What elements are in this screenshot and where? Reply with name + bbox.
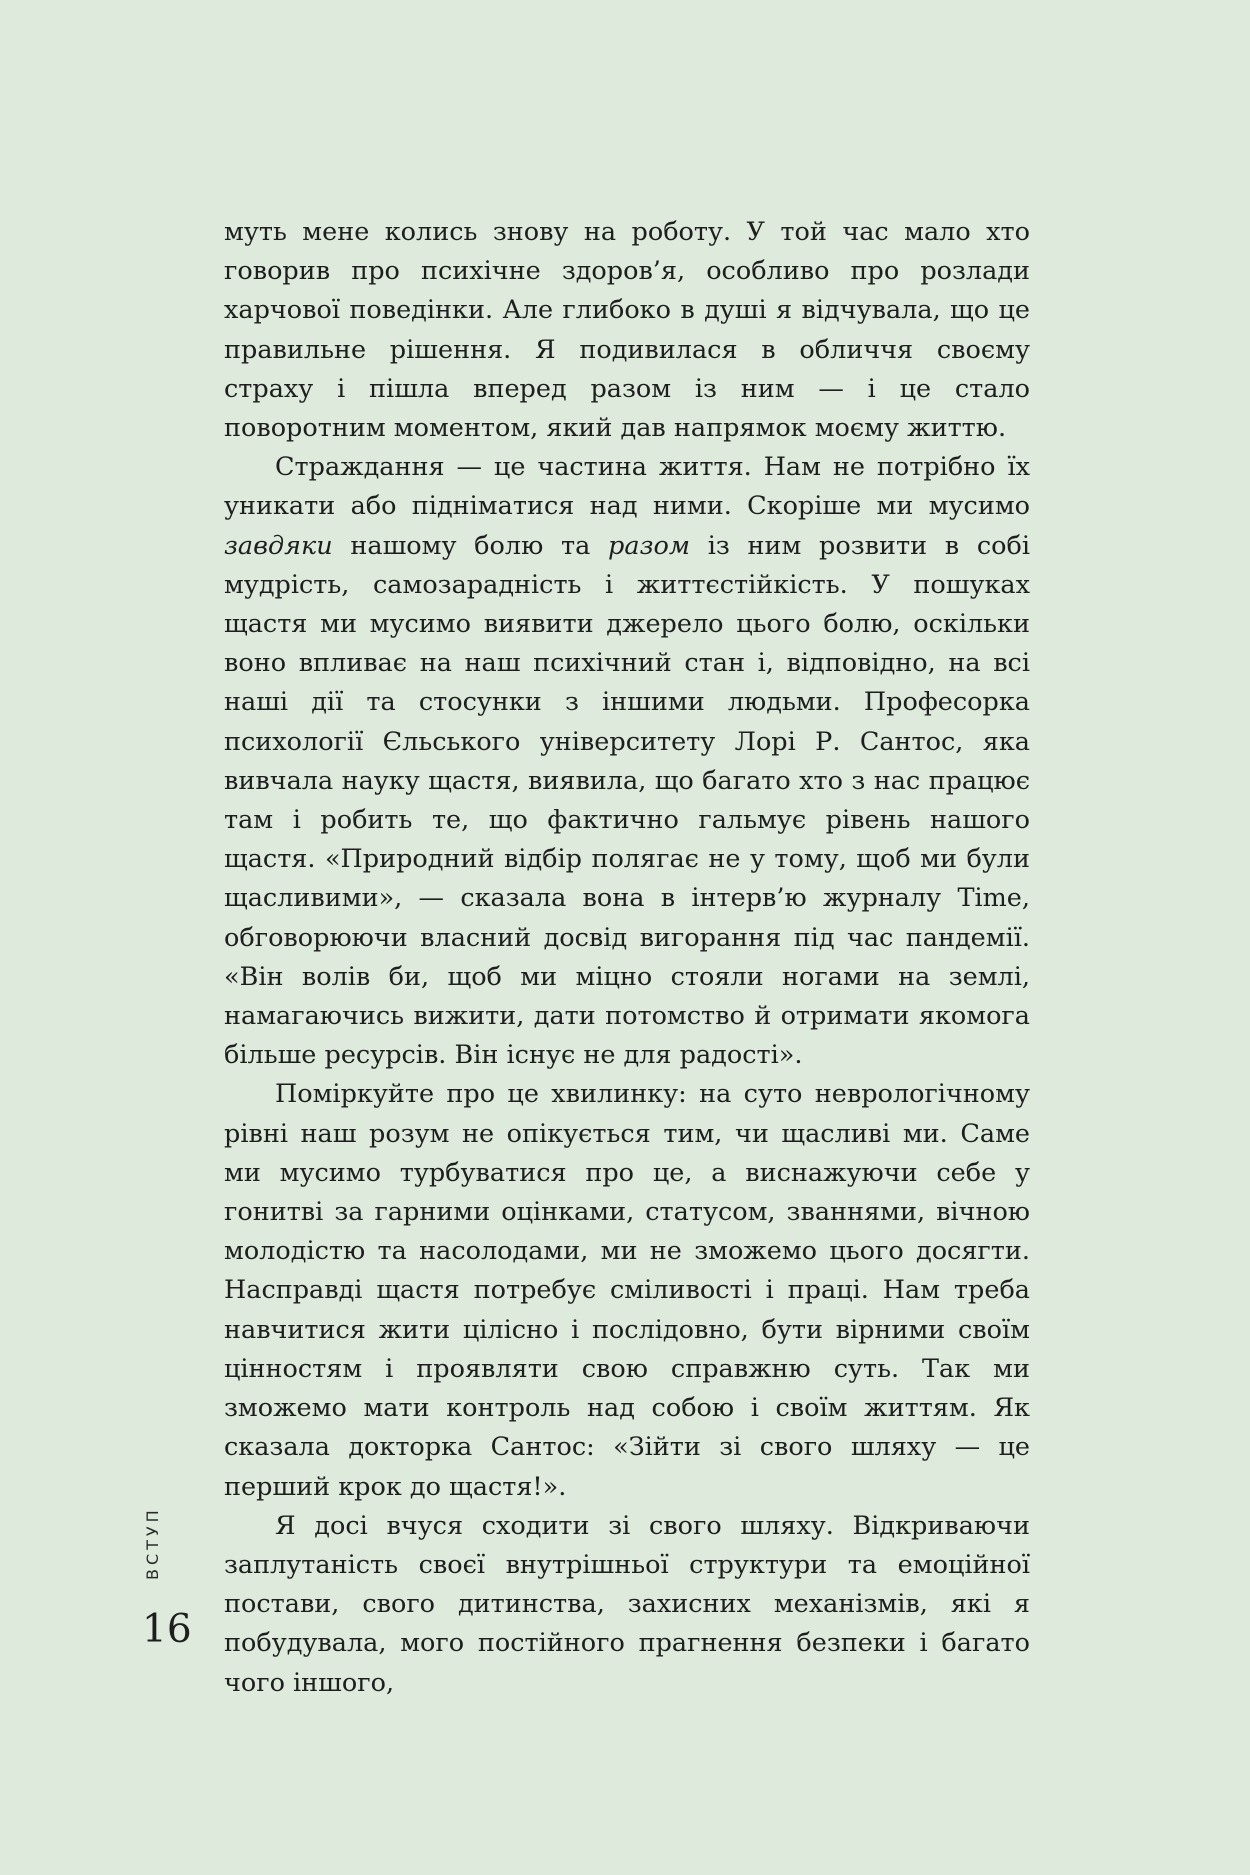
page-number: 16 bbox=[142, 1607, 192, 1652]
paragraph-3 bbox=[224, 1075, 1030, 1506]
paragraph-4 bbox=[224, 1507, 1030, 1703]
paragraph-1 bbox=[224, 213, 1030, 448]
paragraph-text: муть мене колись знову на роботу. У той час мало хто говорив про психічне здоров’я, особливо про розлади харчової поведінки. Але глибоко в душі я відчувала, що це правильне рішення. Я подивилася в обличчя своєму страху і пішла вперед разом із ним — і це стало поворотним моментом, який дав напрямок моєму життю. bbox=[224, 217, 1030, 444]
paragraph-2 bbox=[224, 448, 1030, 1075]
italic-emphasis: завдяки bbox=[224, 530, 333, 561]
paragraph-text: Страждання — це частина життя. Нам не потрібно їх уникати або підніматися над ними. Скоріше ми мусимо bbox=[224, 452, 1030, 522]
italic-emphasis: разом bbox=[608, 530, 690, 561]
paragraph-text: нашому болю та bbox=[332, 530, 609, 561]
paragraph-text: Я досі вчуся сходити зі свого шляху. Відкриваючи заплутаність своєї внутрішньої структури та емоційної постави, свого дитинства, захисних механізмів, які я побудувала, мого постійного прагнення безпеки і багато чого іншого, bbox=[224, 1510, 1030, 1698]
paragraph-text: із ним розвити в собі мудрість, самозарадність і життєстійкість. У пошуках щастя ми мусимо виявити джерело цього болю, оскільки воно впливає на наш психічний стан і, відповідно, на всі наші дії та стосунки з іншими людьми. Професорка психології Єльського університету Лорі Р. Сантос, яка вивчала науку щастя, виявила, що багато хто з нас працює там і робить те, що фактично гальмує рівень нашого щастя. «Природний відбір полягає не у тому, щоб ми були щасливими», — сказала вона в інтерв’ю журналу Time, обговорюючи власний досвід вигорання під час пандемії. «Він волів би, щоб ми міцно стояли ногами на землі, намагаючись вижити, дати потомство й отримати якомога більше ресурсів. Він існує не для радості». bbox=[224, 530, 1030, 1071]
running-section-label: ВСТУП bbox=[143, 1506, 162, 1580]
paragraph-text: Поміркуйте про це хвилинку: на суто неврологічному рівні наш розум не опікується тим, чи щасливі ми. Саме ми мусимо турбуватися про це, а виснажуючи себе у гонитві за гарними оцінками, статусом, званнями, вічною молодістю та насолодами, ми не зможемо цього досягти. Насправді щастя потребує сміливості і праці. Нам треба навчитися жити цілісно і послідовно, бути вірними своїм цінностям і проявляти свою справжню суть. Так ми зможемо мати контроль над собою і своїм життям. Як сказала докторка Сантос: «Зійти зі свого шляху — це перший крок до щастя!». bbox=[224, 1079, 1030, 1502]
body-text bbox=[224, 213, 1030, 1703]
